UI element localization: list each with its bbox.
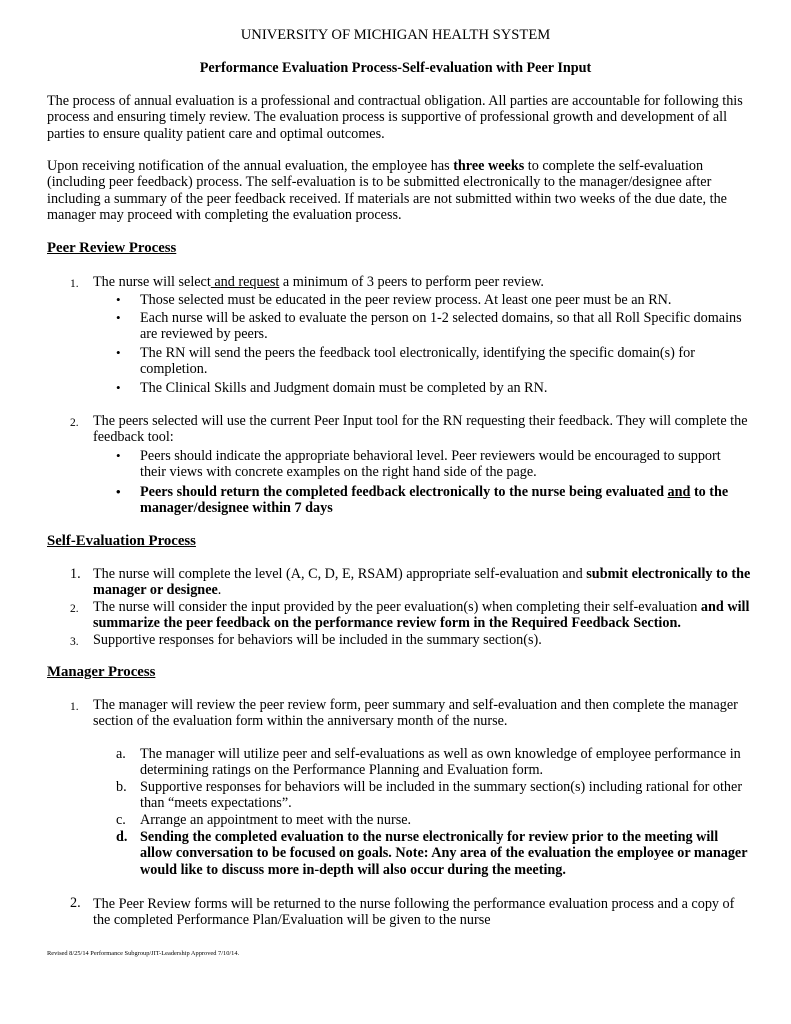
- list-number: 2.: [70, 895, 81, 911]
- bullet-icon: •: [116, 380, 121, 395]
- list-item: Arrange an appointment to meet with the nurse.: [140, 812, 412, 828]
- list-item: The RN will send the peers the feedback tool electronically, identifying the specific domain(s) for completion.: [140, 345, 695, 378]
- bullet-icon: •: [116, 484, 121, 499]
- sub-item-label: d.: [116, 829, 128, 845]
- self-evaluation-item-3: Supportive responses for behaviors will be included in the summary section(s).: [93, 632, 542, 648]
- list-number: 1.: [70, 566, 81, 582]
- organization-name: UNIVERSITY OF MICHIGAN HEALTH SYSTEM: [240, 27, 551, 43]
- list-number: 1.: [70, 278, 79, 290]
- manager-process-heading: Manager Process: [47, 664, 156, 680]
- list-item: Sending the completed evaluation to the nurse electronically for review prior to the meeting will allow conversation to be focused on goals. Note: Any area of the evaluation the employee or manager would like to discuss more in-depth will also occur during the meeting.: [140, 829, 748, 878]
- list-number: 2.: [70, 417, 79, 429]
- bullet-icon: •: [116, 310, 121, 325]
- sub-item-label: b.: [116, 779, 127, 795]
- list-item: Supportive responses for behaviors will be included in the summary section(s) including rational for other than “meets expectations”.: [140, 779, 743, 812]
- manager-item-2: The Peer Review forms will be returned to the nurse following the performance evaluation process and a copy of the completed Performance Plan/Evaluation will be given to the nurse: [93, 896, 735, 929]
- list-number: 2.: [70, 603, 79, 615]
- intro-paragraph-1: The process of annual evaluation is a professional and contractual obligation. All parties are accountable for following this process and ensuring timely review. The evaluation process is supportive of professional growth and development of all parties to ensure quality patient care and optimal outcomes.: [47, 93, 743, 142]
- list-item: Each nurse will be asked to evaluate the person on 1-2 selected domains, so that all Roll Specific domains are reviewed by peers.: [140, 310, 742, 343]
- list-item: Those selected must be educated in the peer review process. At least one peer must be an RN.: [140, 292, 672, 308]
- document-title: Performance Evaluation Process-Self-evaluation with Peer Input: [199, 60, 592, 76]
- peer-review-item-2: The peers selected will use the current Peer Input tool for the RN requesting their feedback. They will complete the feedback tool:: [93, 413, 748, 446]
- bullet-icon: •: [116, 292, 121, 307]
- bullet-icon: •: [116, 345, 121, 360]
- three-weeks-emphasis: three weeks: [453, 158, 525, 174]
- intro-paragraph-2: Upon receiving notification of the annual evaluation, the employee has three weeks to complete the self-evaluation (including peer feedback) process. The self-evaluation is to be submitted electronically to the manager/designee after including a summary of the peer feedback received. If materials are not submitted within two weeks of the due date, the manager may proceed with completing the evaluation process.: [47, 158, 727, 224]
- list-item: Peers should return the completed feedback electronically to the nurse being evaluated and to the manager/designee within 7 days: [140, 484, 729, 517]
- self-evaluation-item-1: The nurse will complete the level (A, C, D, E, RSAM) appropriate self-evaluation and submit electronically to the manager or designee.: [93, 566, 751, 599]
- peer-review-item-1: The nurse will select and request a minimum of 3 peers to perform peer review.: [93, 274, 544, 290]
- self-evaluation-item-2: The nurse will consider the input provided by the peer evaluation(s) when completing their self-evaluation and will summarize the peer feedback on the performance review form in the Required Feedback Section.: [93, 599, 750, 632]
- list-item: Peers should indicate the appropriate behavioral level. Peer reviewers would be encouraged to support their views with concrete examples on the right hand side of the page.: [140, 448, 721, 481]
- sub-item-label: c.: [116, 812, 126, 828]
- self-evaluation-heading: Self-Evaluation Process: [47, 533, 196, 549]
- list-number: 1.: [70, 701, 79, 713]
- bullet-icon: •: [116, 448, 121, 463]
- list-number: 3.: [70, 636, 79, 648]
- revision-footer: Revised 8/25/14 Performance Subgroup/JIT-Leadership Approved 7/10/14.: [47, 950, 240, 957]
- peer-review-heading: Peer Review Process: [47, 240, 177, 256]
- list-item: The Clinical Skills and Judgment domain must be completed by an RN.: [140, 380, 548, 396]
- list-item: The manager will utilize peer and self-evaluations as well as own knowledge of employee performance in determining ratings on the Performance Planning and Evaluation form.: [140, 746, 741, 779]
- sub-item-label: a.: [116, 746, 126, 762]
- manager-item-1: The manager will review the peer review form, peer summary and self-evaluation and then complete the manager section of the evaluation form within the anniversary month of the nurse.: [93, 697, 738, 730]
